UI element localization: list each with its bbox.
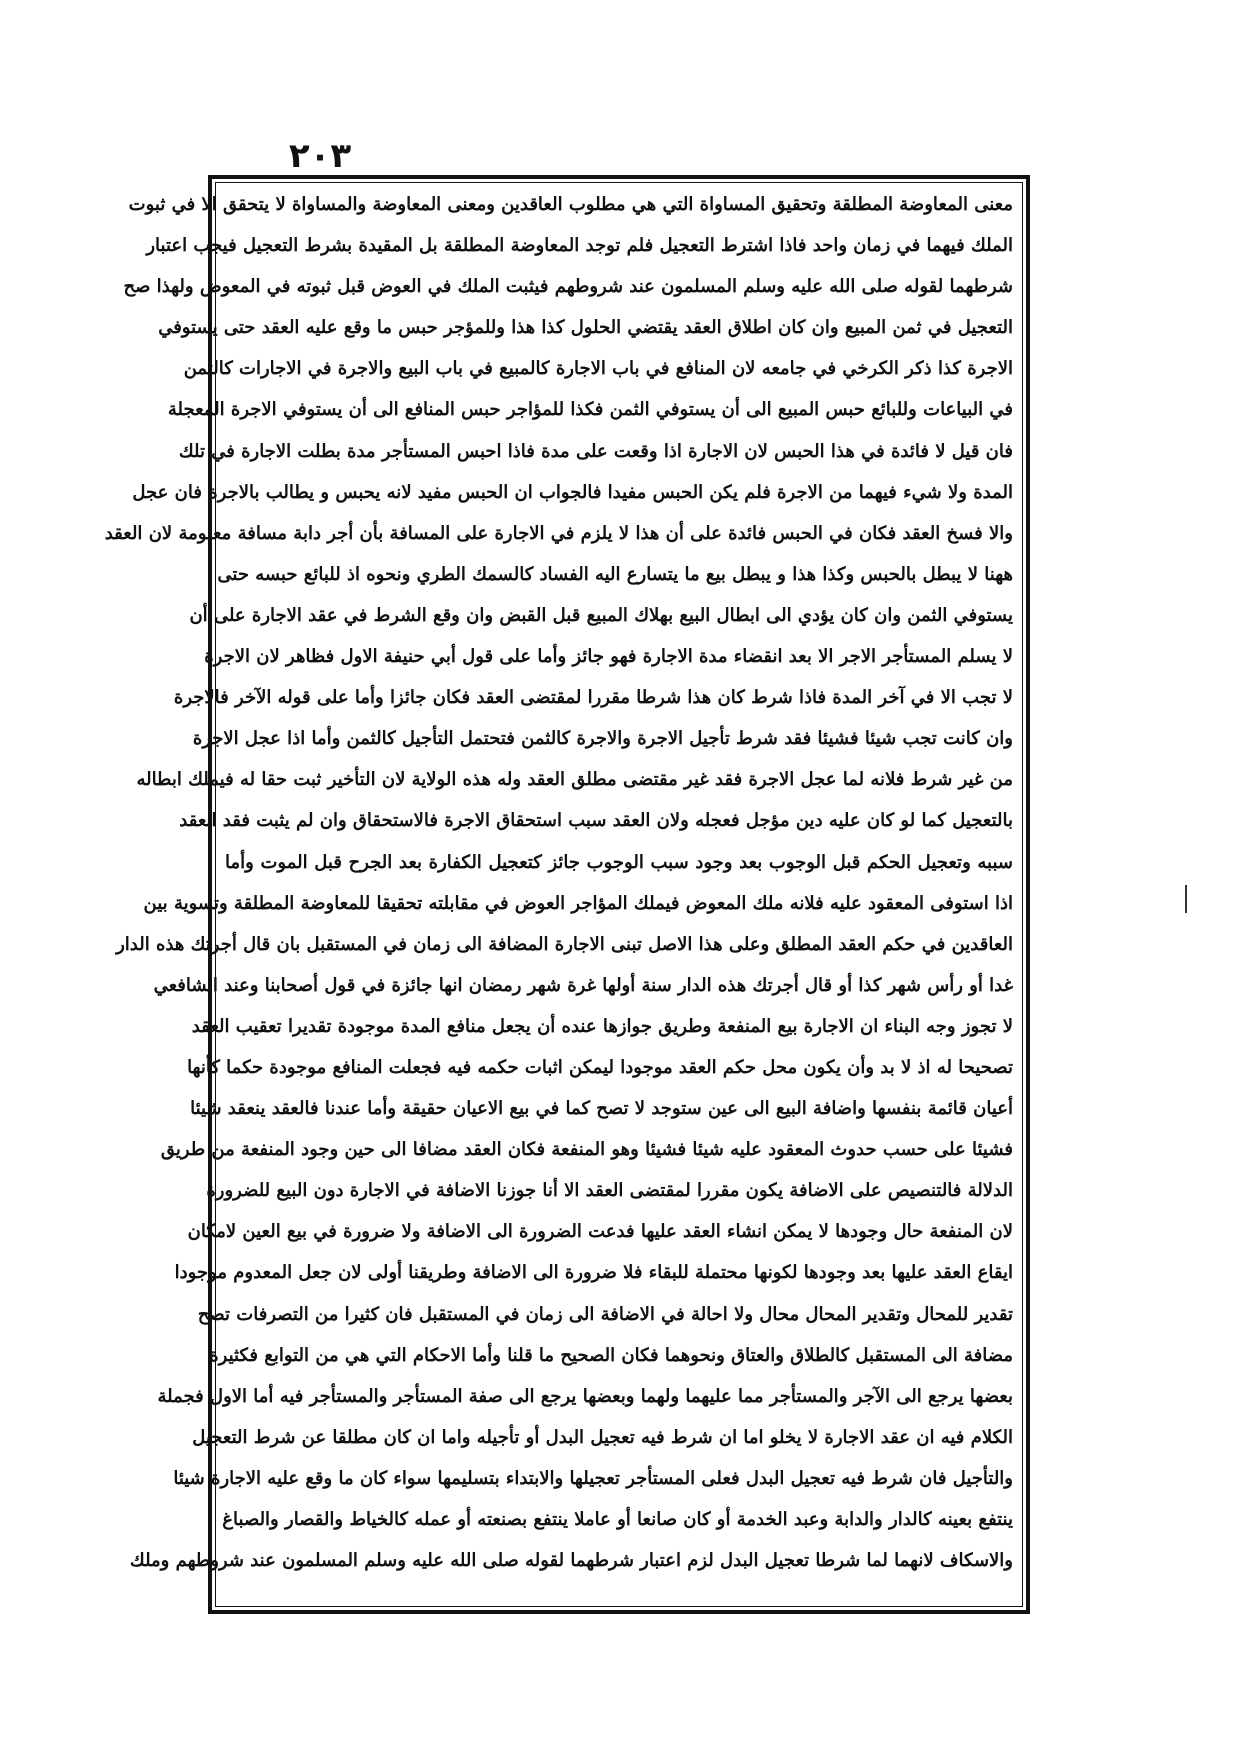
page-number: ٢٠٣ (288, 136, 352, 176)
body-text (104, 184, 1013, 1581)
text-line: بالتعجيل كما لو كان عليه دين مؤجل فعجله ولان العقد سبب استحقاق الاجرة فالاستحقاق وان لم يثبت فقد انعقد (179, 810, 1013, 832)
text-line: والاسكاف لانهما لما شرطا تعجيل البدل لزم اعتبار شرطهما لقوله صلى الله عليه وسلم المسلمون عند شروطهم وملك (129, 1550, 1013, 1572)
text-line: والا فسخ العقد فكان في الحبس فائدة على أن هذا لا يلزم في الاجارة على المسافة بأن أجر دابة مسافة معلومة لان العقد (104, 522, 1013, 544)
text-line: معنى المعاوضة المطلقة وتحقيق المساواة التي هي مطلوب العاقدين ومعنى المعاوضة والمساواة لا يتحقق الا في ثبوت (128, 194, 1013, 215)
text-line: لا تجب الا في آخر المدة فاذا شرط كان هذا شرطا مقررا لمقتضى العقد فكان جائزا وأما على قوله الآخر فالاجرة (173, 687, 1013, 709)
text-line: المدة ولا شيء فيهما من الاجرة فلم يكن الحبس مفيدا فالجواب ان الحبس مفيد لانه يحبس و يطالب بالاجرة فان عجل (132, 481, 1013, 503)
text-line: الكلام فيه ان عقد الاجارة لا يخلو اما ان شرط فيه تعجيل البدل أو تأجيله واما ان كان مطلقا عن شرط التعجيل (192, 1426, 1013, 1448)
text-line: من غير شرط فلانه لما عجل الاجرة فقد غير مقتضى مطلق العقد وله هذه الولاية لان التأخير ثبت حقا له فيملك ابطاله (136, 769, 1013, 791)
text-line: لان المنفعة حال وجودها لا يمكن انشاء العقد عليها فدعت الضرورة الى الاضافة ولا ضرورة في بيع العين لامكان (187, 1221, 1013, 1243)
text-line: أعيان قائمة بنفسها واضافة البيع الى عين ستوجد لا تصح كما في بيع الاعيان حقيقة وأما عندنا فالعقد ينعقد شيئا (190, 1098, 1013, 1120)
text-line: التعجيل في ثمن المبيع وان كان اطلاق العقد يقتضي الحلول كذا هذا وللمؤجر حبس ما وقع عليه العقد حتى يستوفي (158, 317, 1013, 339)
text-line: العاقدين في حكم العقد المطلق وعلى هذا الاصل تبنى الاجارة المضافة الى زمان في المستقبل بان قال أجرتك هذه الدار (116, 933, 1013, 955)
text-line: الاجرة كذا ذكر الكرخي في جامعه لان المنافع في باب الاجارة كالمبيع في باب البيع والاجرة في الاجارات كالثمن (183, 358, 1013, 380)
text-line: بعضها يرجع الى الآجر والمستأجر مما عليهما ولهما وبعضها يرجع الى صفة المستأجر والمستأجر فيه أما الاول فجملة (157, 1385, 1013, 1407)
text-line: في البياعات وللبائع حبس المبيع الى أن يستوفي الثمن فكذا للمؤاجر حبس المنافع الى أن يستوفي الاجرة المعجلة (167, 399, 1013, 421)
text-line: لا تجوز وجه البناء ان الاجارة بيع المنفعة وطريق جوازها عنده أن يجعل منافع المدة موجودة تقديرا تعقيب العقد (191, 1015, 1013, 1037)
text-line: ينتفع بعينه كالدار والدابة وعبد الخدمة أو كان صانعا أو عاملا ينتفع بصنعته أو عمله كالخياط والقصار والصباغ (222, 1509, 1013, 1530)
text-line: فان قيل لا فائدة في هذا الحبس لان الاجارة اذا وقعت على مدة فاذا احبس المستأجر مدة بطلت الاجارة في تلك (178, 440, 1013, 462)
text-line: الملك فيهما في زمان واحد فاذا اشترط التعجيل فلم توجد المعاوضة المطلقة بل المقيدة بشرط التعجيل فيجب اعتبار (146, 235, 1013, 257)
text-line: تقدير للمحال وتقدير المحال محال ولا احالة في الاضافة الى زمان في المستقبل فان كثيرا من التصرفات تصح (197, 1303, 1013, 1325)
text-line: مضافة الى المستقبل كالطلاق والعتاق ونحوهما فكان الصحيح ما قلنا وأما الاحكام التي هي من التوابع فكثيرة (209, 1344, 1013, 1366)
text-line: والتأجيل فان شرط فيه تعجيل البدل فعلى المستأجر تعجيلها والابتداء بتسليمها سواء كان ما وقع عليه الاجارة شيئا (173, 1467, 1013, 1489)
margin-mark (1185, 885, 1187, 913)
text-line: تصحيحا له اذ لا بد وأن يكون محل حكم العقد موجودا ليمكن اثبات حكمه فيه فجعلت المنافع موجودة حكما كأنها (187, 1056, 1013, 1078)
text-line: ههنا لا يبطل بالحبس وكذا هذا و يبطل بيع ما يتسارع اليه الفساد كالسمك الطري ونحوه اذ للبائع حبسه حتى (217, 563, 1013, 585)
text-line: سببه وتعجيل الحكم قبل الوجوب بعد وجود سبب الوجوب جائز كتعجيل الكفارة بعد الجرح قبل الموت وأما (225, 851, 1013, 873)
text-line: اذا استوفى المعقود عليه فلانه ملك المعوض فيملك المؤاجر العوض في مقابلته تحقيقا للمعاوضة المطلقة وتسوية بين (143, 892, 1013, 914)
text-line: غدا أو رأس شهر كذا أو قال أجرتك هذه الدار سنة أولها غرة شهر رمضان انها جائزة في قول أصحابنا وعند الشافعي (153, 974, 1013, 996)
text-line: وان كانت تجب شيئا فشيئا فقد شرط تأجيل الاجرة والاجرة كالثمن فتحتمل التأجيل كالثمن وأما اذا عجل الاجرة (192, 728, 1013, 750)
text-line: فشيئا على حسب حدوث المعقود عليه شيئا فشيئا وهو المنفعة فكان العقد مضافا الى حين وجود المنفعة من طريق (160, 1139, 1013, 1161)
text-line: لا يسلم المستأجر الاجر الا بعد انقضاء مدة الاجارة فهو جائز وأما على قول أبي حنيفة الاول فظاهر لان الاجرة (204, 646, 1013, 668)
text-line: يستوفي الثمن وان كان يؤدي الى ابطال البيع بهلاك المبيع قبل القبض وان وقع الشرط في عقد الاجارة على أن (189, 604, 1013, 626)
text-line: شرطهما لقوله صلى الله عليه وسلم المسلمون عند شروطهم فيثبت الملك في العوض قبل ثبوته في المعوض ولهذا صح (123, 276, 1013, 298)
text-line: الدلالة فالتنصيص على الاضافة يكون مقررا لمقتضى العقد الا أنا جوزنا الاضافة في الاجارة دون البيع للضرورة (206, 1180, 1013, 1202)
text-line: ايقاع العقد عليها بعد وجودها لكونها محتملة للبقاء فلا ضرورة الى الاضافة وطريقنا أولى لان جعل المعدوم موجودا (174, 1262, 1013, 1284)
